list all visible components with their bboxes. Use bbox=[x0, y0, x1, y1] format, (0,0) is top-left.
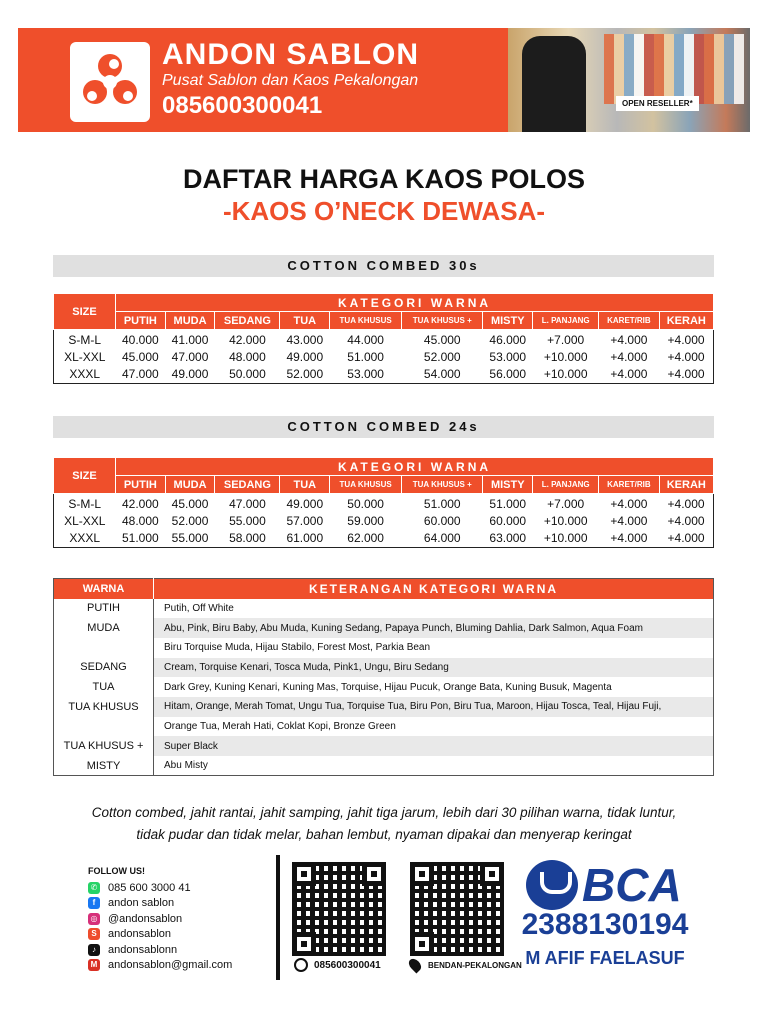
col-header: L. PANJANG bbox=[533, 312, 599, 330]
col-header: PUTIH bbox=[116, 476, 166, 494]
section-bar-24s: COTTON COMBED 24s bbox=[53, 416, 714, 438]
price-cell: +4.000 bbox=[610, 349, 648, 364]
table-row bbox=[54, 756, 714, 776]
price-cell: +4.000 bbox=[667, 332, 705, 347]
price-cell: +4.000 bbox=[667, 513, 705, 528]
price-cell: +7.000 bbox=[547, 332, 585, 347]
kategori-header: KATEGORI WARNA bbox=[116, 458, 714, 476]
table-row bbox=[54, 717, 714, 737]
warna-cell bbox=[54, 638, 154, 658]
size-cell: XXXL bbox=[69, 367, 101, 382]
table-row bbox=[54, 638, 714, 658]
price-cell: 44.000 bbox=[347, 332, 384, 347]
bca-emblem-icon bbox=[526, 860, 578, 910]
table-row bbox=[54, 512, 714, 530]
price-cell: 51.000 bbox=[423, 496, 461, 511]
follow-item[interactable] bbox=[88, 927, 268, 943]
price-cell: 49.000 bbox=[171, 367, 209, 382]
col-header: TUA bbox=[280, 312, 330, 330]
keterangan-cell: Super Black bbox=[154, 736, 714, 756]
price-cell: 45.000 bbox=[121, 349, 159, 364]
price-cell: 42.000 bbox=[229, 332, 266, 347]
follow-item[interactable] bbox=[88, 942, 268, 958]
description-line-2: tidak pudar dan tidak melar, bahan lembut, nyaman dipakai dan menyerap keringat bbox=[136, 827, 632, 842]
page-title: DAFTAR HARGA KAOS POLOS bbox=[183, 164, 585, 194]
keterangan-cell: Dark Grey, Kuning Kenari, Kuning Mas, Torquise, Hijau Pucuk, Orange Bata, Kuning Busuk, Magenta bbox=[164, 681, 612, 693]
divider bbox=[276, 855, 280, 980]
price-cell: +10.000 bbox=[543, 349, 588, 364]
follow-item[interactable] bbox=[88, 911, 268, 927]
col-header: PUTIH bbox=[116, 312, 166, 330]
col-header: MISTY bbox=[483, 476, 533, 494]
col-header: KARET/RIB bbox=[599, 312, 659, 330]
table-row bbox=[54, 599, 714, 619]
price-cell: 61.000 bbox=[286, 531, 324, 546]
follow-item[interactable] bbox=[88, 880, 268, 896]
gmail-icon: M bbox=[88, 959, 100, 971]
keterangan-cell: Abu, Pink, Biru Baby, Abu Muda, Kuning Sedang, Papaya Punch, Bluming Dahlia, Dark Salmon, Aqua Foam bbox=[154, 618, 714, 638]
keterangan-cell: Biru Torquise Muda, Hijau Stabilo, Forest Most, Parkia Bean bbox=[164, 642, 431, 654]
warna-cell: PUTIH bbox=[54, 599, 154, 619]
price-cell: 49.000 bbox=[286, 496, 324, 511]
brand-logo bbox=[70, 42, 150, 122]
whatsapp-icon bbox=[294, 958, 308, 972]
price-cell: 53.000 bbox=[347, 367, 384, 382]
price-cell: 64.000 bbox=[423, 531, 461, 546]
col-header: TUA bbox=[280, 476, 330, 494]
price-cell: +10.000 bbox=[543, 531, 588, 546]
table-row bbox=[54, 366, 714, 384]
col-header: MUDA bbox=[165, 476, 215, 494]
col-header: MISTY bbox=[483, 312, 533, 330]
price-cell: +4.000 bbox=[667, 531, 705, 546]
price-cell: 55.000 bbox=[171, 531, 209, 546]
price-cell: +4.000 bbox=[667, 367, 705, 382]
price-cell: +10.000 bbox=[543, 513, 588, 528]
bank-name: BCA bbox=[582, 859, 682, 911]
table-row bbox=[54, 736, 714, 756]
follow-text: andon sablon bbox=[108, 897, 175, 910]
keterangan-cell: Cream, Torquise Kenari, Tosca Muda, Pink1, Ungu, Biru Sedang bbox=[154, 658, 714, 678]
price-cell: 59.000 bbox=[347, 513, 384, 528]
price-cell: +4.000 bbox=[610, 496, 648, 511]
col-header: TUA KHUSUS bbox=[330, 476, 402, 494]
price-cell: 52.000 bbox=[423, 349, 461, 364]
keterangan-cell: Orange Tua, Merah Hati, Coklat Kopi, Bronze Green bbox=[164, 720, 396, 732]
follow-us bbox=[88, 866, 268, 973]
account-number: 2388130194 bbox=[521, 908, 689, 941]
clothing-rack-image bbox=[604, 34, 744, 104]
price-cell: 63.000 bbox=[489, 531, 527, 546]
col-header: TUA KHUSUS + bbox=[402, 476, 483, 494]
price-table-24s bbox=[53, 457, 714, 548]
bca-logo bbox=[526, 860, 684, 910]
table-row bbox=[54, 677, 714, 697]
price-cell: 53.000 bbox=[489, 349, 527, 364]
table-row bbox=[54, 530, 714, 548]
account-name: M AFIF FAELASUF bbox=[525, 948, 685, 968]
description-line-1: Cotton combed, jahit rantai, jahit samping, jahit tiga jarum, lebih dari 30 pilihan warna, tidak luntur, bbox=[91, 805, 677, 820]
size-cell: S-M-L bbox=[68, 496, 102, 511]
follow-text: 085 600 3000 41 bbox=[108, 881, 191, 894]
col-header: MUDA bbox=[165, 312, 215, 330]
price-cell: +4.000 bbox=[610, 531, 648, 546]
brand-phone: 085600300041 bbox=[162, 92, 323, 119]
col-header: SEDANG bbox=[215, 312, 280, 330]
price-cell: 47.000 bbox=[229, 496, 266, 511]
size-cell: XL-XXL bbox=[64, 349, 106, 364]
follow-text: andonsablonn bbox=[108, 943, 178, 956]
col-header: TUA KHUSUS bbox=[330, 312, 402, 330]
col-header: TUA KHUSUS + bbox=[402, 312, 483, 330]
price-cell: 50.000 bbox=[229, 367, 266, 382]
warna-cell: MUDA bbox=[54, 618, 154, 638]
whatsapp-number: 085600300041 bbox=[314, 959, 381, 971]
follow-title: FOLLOW US! bbox=[88, 866, 145, 876]
price-cell: +4.000 bbox=[610, 367, 648, 382]
section-bar-30s: COTTON COMBED 30s bbox=[53, 255, 714, 277]
price-cell: +4.000 bbox=[667, 496, 705, 511]
price-cell: 52.000 bbox=[171, 513, 209, 528]
keterangan-cell: Putih, Off White bbox=[164, 602, 234, 614]
price-cell: 52.000 bbox=[286, 367, 324, 382]
size-cell: XL-XXL bbox=[64, 513, 106, 528]
follow-text: andonsablon bbox=[108, 928, 172, 941]
price-cell: 54.000 bbox=[423, 367, 461, 382]
price-cell: 48.000 bbox=[121, 513, 159, 528]
warna-cell: TUA KHUSUS bbox=[54, 697, 154, 717]
whatsapp-qr-label bbox=[294, 958, 381, 972]
follow-text: andonsablon@gmail.com bbox=[108, 959, 233, 972]
location-pin-icon bbox=[407, 957, 424, 974]
price-cell: 40.000 bbox=[121, 332, 159, 347]
price-cell: 47.000 bbox=[121, 367, 159, 382]
size-cell: S-M-L bbox=[68, 332, 102, 347]
price-cell: +7.000 bbox=[547, 496, 585, 511]
price-cell: 47.000 bbox=[171, 349, 209, 364]
swirl-logo-icon bbox=[70, 42, 150, 122]
tshirt-model-image bbox=[522, 36, 586, 132]
table-row bbox=[54, 330, 714, 348]
price-cell: +4.000 bbox=[610, 513, 648, 528]
price-cell: 55.000 bbox=[229, 513, 266, 528]
col-header: KARET/RIB bbox=[599, 476, 659, 494]
price-cell: 43.000 bbox=[286, 332, 324, 347]
price-cell: 51.000 bbox=[489, 496, 527, 511]
color-category-table bbox=[53, 578, 714, 776]
warna-cell: TUA KHUSUS + bbox=[54, 736, 154, 756]
warna-cell: MISTY bbox=[54, 756, 154, 776]
col-header: L. PANJANG bbox=[533, 476, 599, 494]
keterangan-cell: Hitam, Orange, Merah Tomat, Ungu Tua, Torquise Tua, Biru Pon, Biru Tua, Maroon, Hijau Tosca, Teal, Hijau Fuji, bbox=[154, 697, 714, 717]
size-cell: XXXL bbox=[69, 531, 101, 546]
banner-photo bbox=[508, 28, 750, 132]
size-header: SIZE bbox=[54, 458, 116, 494]
location-qr-code[interactable] bbox=[410, 862, 504, 956]
warna-header: WARNA bbox=[54, 579, 154, 599]
price-cell: 48.000 bbox=[229, 349, 266, 364]
price-cell: 46.000 bbox=[489, 332, 527, 347]
header-banner bbox=[18, 28, 750, 132]
price-cell: 60.000 bbox=[489, 513, 527, 528]
follow-item[interactable] bbox=[88, 958, 268, 974]
table-row bbox=[54, 618, 714, 638]
table-row bbox=[54, 348, 714, 366]
brand-name: ANDON SABLON bbox=[162, 38, 419, 71]
price-cell: 51.000 bbox=[121, 531, 159, 546]
reseller-badge: OPEN RESELLER* bbox=[616, 96, 699, 111]
warna-cell: TUA bbox=[54, 677, 154, 697]
follow-item[interactable] bbox=[88, 896, 268, 912]
table-row bbox=[54, 494, 714, 512]
warna-cell bbox=[54, 717, 154, 737]
price-cell: 51.000 bbox=[347, 349, 384, 364]
price-cell: 45.000 bbox=[171, 496, 209, 511]
follow-text: @andonsablon bbox=[108, 912, 183, 925]
price-cell: 45.000 bbox=[423, 332, 461, 347]
price-cell: +4.000 bbox=[610, 332, 648, 347]
size-header: SIZE bbox=[54, 294, 116, 330]
tiktok-icon: ♪ bbox=[88, 944, 100, 956]
price-cell: +4.000 bbox=[667, 349, 705, 364]
price-cell: 42.000 bbox=[121, 496, 159, 511]
facebook-icon: f bbox=[88, 897, 100, 909]
price-cell: 49.000 bbox=[286, 349, 324, 364]
location-qr-label bbox=[410, 958, 522, 972]
col-header: KERAH bbox=[659, 476, 713, 494]
price-cell: 41.000 bbox=[171, 332, 209, 347]
price-cell: 57.000 bbox=[286, 513, 324, 528]
whatsapp-qr-code[interactable] bbox=[292, 862, 386, 956]
table-row bbox=[54, 697, 714, 717]
instagram-icon: ◎ bbox=[88, 913, 100, 925]
page-subtitle: -KAOS O’NECK DEWASA- bbox=[222, 196, 546, 226]
price-cell: 62.000 bbox=[347, 531, 384, 546]
price-cell: 56.000 bbox=[489, 367, 527, 382]
keterangan-header: KETERANGAN KATEGORI WARNA bbox=[154, 579, 714, 599]
price-cell: 58.000 bbox=[229, 531, 266, 546]
warna-cell: SEDANG bbox=[54, 658, 154, 678]
brand-tagline: Pusat Sablon dan Kaos Pekalongan bbox=[162, 72, 419, 89]
col-header: KERAH bbox=[659, 312, 713, 330]
location-text: BENDAN-PEKALONGAN bbox=[428, 960, 522, 970]
shopee-icon: S bbox=[88, 928, 100, 940]
price-cell: 50.000 bbox=[347, 496, 384, 511]
price-cell: +10.000 bbox=[543, 367, 588, 382]
price-cell: 60.000 bbox=[423, 513, 461, 528]
keterangan-cell: Abu Misty bbox=[164, 760, 208, 772]
whatsapp-icon: ✆ bbox=[88, 882, 100, 894]
col-header: SEDANG bbox=[215, 476, 280, 494]
price-table-30s bbox=[53, 293, 714, 384]
table-row bbox=[54, 658, 714, 678]
kategori-header: KATEGORI WARNA bbox=[116, 294, 714, 312]
